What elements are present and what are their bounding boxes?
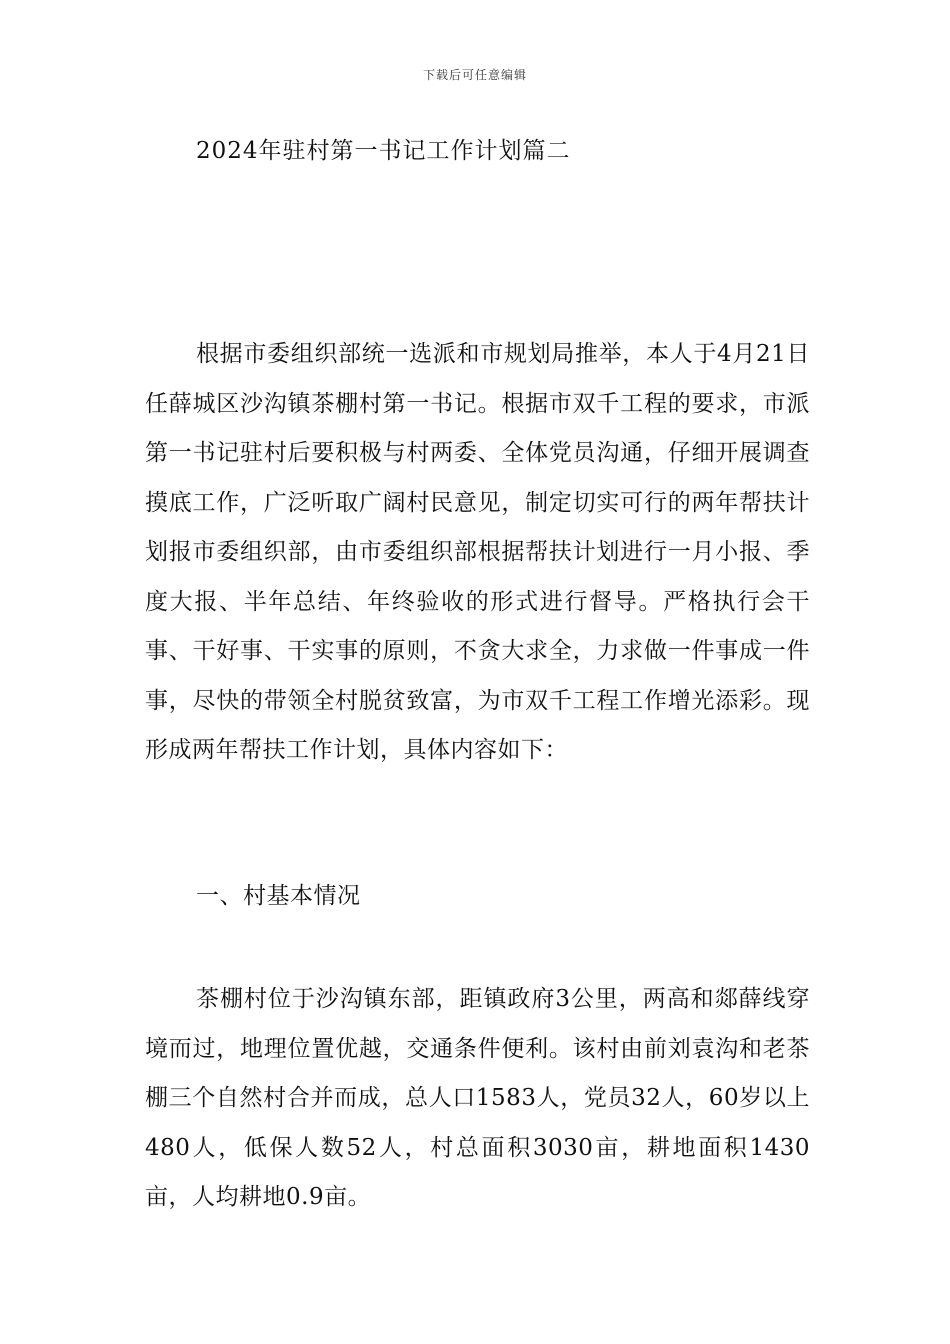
header-note: 下载后可任意编辑 bbox=[422, 68, 527, 82]
document-title: 2024年驻村第一书记工作计划篇二 bbox=[196, 138, 571, 164]
paragraph-village-info: 茶棚村位于沙沟镇东部，距镇政府3公里，两高和郯薛线穿境而过，地理位置优越，交通条件便利。该村由前刘袁沟和老茶棚三个自然村合并而成，总人口1583人，党员32人，60岁以上480人，低保人数52人，村总面积3030亩，耕地面积1430亩，人均耕地0.9亩。 bbox=[145, 986, 810, 1210]
paragraph-intro: 根据市委组织部统一选派和市规划局推举，本人于4月21日任薛城区沙沟镇茶棚村第一书记。根据市双千工程的要求，市派第一书记驻村后要积极与村两委、全体党员沟通，仔细开展调查摸底工作，广泛听取广阔村民意见，制定切实可行的两年帮扶计划报市委组织部，由市委组织部根据帮扶计划进行一月小报、季度大报、半年总结、年终验收的形式进行督导。严格执行会干事、干好事、干实事的原则，不贪大求全，力求做一件事成一件事，尽快的带领全村脱贫致富，为市双千工程工作增光添彩。现形成两年帮扶工作计划，具体内容如下： bbox=[145, 341, 810, 763]
section-heading: 一、村基本情况 bbox=[196, 883, 361, 909]
